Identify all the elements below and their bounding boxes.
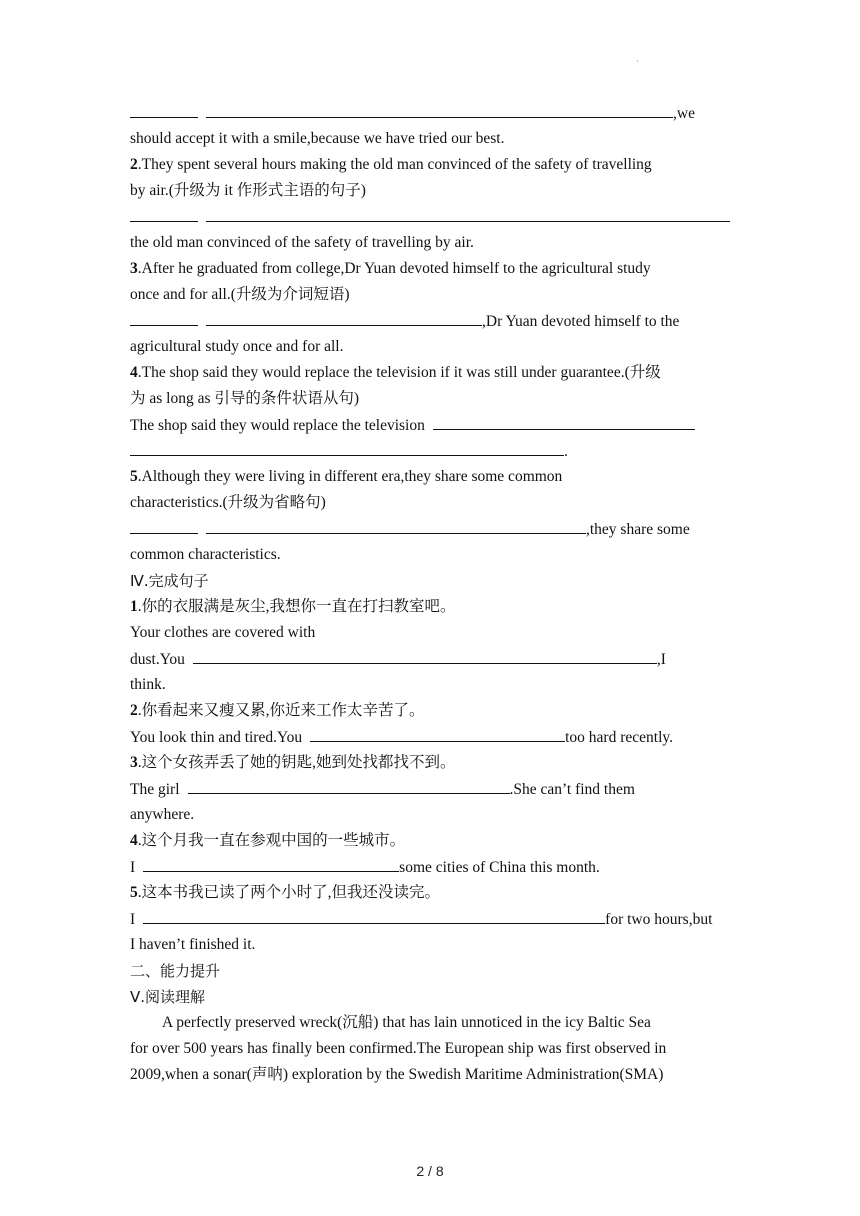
item2-line1	[130, 152, 730, 178]
s4-q5-head: I	[130, 911, 136, 928]
s4-q1-head: dust.You	[130, 651, 185, 668]
reading-line-1: A perfectly preserved wreck(沉船) that has lain unnoticed in the icy Baltic Sea	[162, 1014, 651, 1031]
document-body	[130, 100, 730, 1088]
reading-line-2: for over 500 years has finally been confirmed.The European ship was first observed in	[130, 1040, 667, 1057]
item3-text: .After he graduated from college,Dr Yuan devoted himself to the agricultural study	[137, 260, 651, 277]
s4-q5-tail: for two hours,but	[605, 911, 713, 928]
item3-blank-line	[130, 308, 730, 334]
s4-q4-cn	[130, 828, 730, 854]
s4-q4-number: 4	[130, 832, 138, 849]
answer-blank[interactable]	[310, 724, 565, 742]
s4-q2-cn-text: .你看起来又瘦又累,你近来工作太辛苦了。	[137, 702, 425, 719]
answer-blank[interactable]	[143, 906, 605, 924]
item3-line2: once and for all.(升级为介词短语)	[130, 286, 350, 303]
page-marker: ·	[636, 56, 639, 66]
section4-heading: Ⅳ.完成句子	[130, 572, 209, 590]
item4-line2: 为 as long as 引导的条件状语从句)	[130, 390, 360, 407]
item1-tail: ,we	[673, 105, 695, 122]
item3-number: 3	[130, 260, 138, 277]
reading-heading: Ⅴ.阅读理解	[130, 988, 206, 1006]
item5-line4: common characteristics.	[130, 546, 281, 563]
item5-tail: ,they share some	[586, 521, 690, 538]
s4-q4-en	[130, 854, 730, 880]
s4-q1-cn	[130, 594, 730, 620]
answer-blank[interactable]	[206, 100, 673, 118]
item4-end: .	[564, 443, 568, 460]
item1-line2: should accept it with a smile,because we have tried our best.	[130, 130, 505, 147]
item4-text3: The shop said they would replace the television	[130, 417, 425, 434]
answer-blank[interactable]	[130, 100, 198, 118]
s4-q1-en1: Your clothes are covered with	[130, 624, 316, 641]
s4-q5-en	[130, 906, 730, 932]
s4-q4-head: I	[130, 859, 136, 876]
s4-q3-number: 3	[130, 754, 138, 771]
s4-q2-head: You look thin and tired.You	[130, 729, 303, 746]
item2-text: .They spent several hours making the old man convinced of the safety of travelling	[137, 156, 652, 173]
item3-line1	[130, 256, 730, 282]
item3-line4: agricultural study once and for all.	[130, 338, 344, 355]
item2-line4: the old man convinced of the safety of travelling by air.	[130, 234, 474, 251]
s4-q2-number: 2	[130, 702, 138, 719]
answer-blank[interactable]	[206, 204, 730, 222]
answer-blank[interactable]	[130, 204, 198, 222]
s4-q3-en3: anywhere.	[130, 806, 195, 823]
answer-blank[interactable]	[143, 854, 399, 872]
s4-q1-tail: ,I	[656, 651, 666, 668]
item5-blank-line	[130, 516, 730, 542]
item2-blank-line	[130, 204, 730, 230]
s4-q1-en3: think.	[130, 676, 166, 693]
item4-line3	[130, 412, 730, 438]
item4-line1	[130, 360, 730, 386]
s4-q1-en2	[130, 646, 730, 672]
item1-blank-line	[130, 100, 730, 126]
item5-line1	[130, 464, 730, 490]
item4-line4	[130, 438, 730, 464]
answer-blank[interactable]	[433, 412, 695, 430]
s4-q3-cn-text: .这个女孩弄丢了她的钥匙,她到处找都找不到。	[137, 754, 456, 771]
answer-blank[interactable]	[188, 776, 510, 794]
item2-line2: by air.(升级为 it 作形式主语的句子)	[130, 182, 366, 199]
s4-q4-tail: some cities of China this month.	[399, 859, 600, 876]
page-number: 2 / 8	[416, 1163, 444, 1179]
s4-q1-cn-text: .你的衣服满是灰尘,我想你一直在打扫教室吧。	[137, 598, 456, 615]
s4-q3-en	[130, 776, 730, 802]
answer-blank[interactable]	[206, 308, 482, 326]
answer-blank[interactable]	[130, 438, 564, 456]
s4-q5-cn	[130, 880, 730, 906]
answer-blank[interactable]	[193, 646, 657, 664]
answer-blank[interactable]	[206, 516, 586, 534]
s4-q2-en	[130, 724, 730, 750]
item4-text: .The shop said they would replace the television if it was still under guarantee.(升级	[137, 364, 661, 381]
answer-blank[interactable]	[130, 516, 198, 534]
item4-number: 4	[130, 364, 138, 381]
s4-q3-head: The girl	[130, 781, 180, 798]
s4-q5-cn-text: .这本书我已读了两个小时了,但我还没读完。	[137, 884, 441, 901]
item5-number: 5	[130, 468, 138, 485]
s4-q4-cn-text: .这个月我一直在参观中国的一些城市。	[137, 832, 406, 849]
answer-blank[interactable]	[130, 308, 198, 326]
s4-q2-cn	[130, 698, 730, 724]
s4-q1-number: 1	[130, 598, 138, 615]
s4-q3-cn	[130, 750, 730, 776]
s4-q3-tail: .She can’t find them	[509, 781, 635, 798]
part2-heading: 二、能力提升	[130, 962, 221, 980]
item5-line2: characteristics.(升级为省略句)	[130, 494, 326, 511]
s4-q2-tail: too hard recently.	[565, 729, 674, 746]
item3-tail: ,Dr Yuan devoted himself to the	[482, 313, 680, 330]
item2-number: 2	[130, 156, 138, 173]
item5-text: .Although they were living in different era,they share some common	[137, 468, 563, 485]
reading-line-3: 2009,when a sonar(声呐) exploration by the Swedish Maritime Administration(SMA)	[130, 1066, 664, 1083]
s4-q5-number: 5	[130, 884, 138, 901]
s4-q5-en3: I haven’t finished it.	[130, 936, 256, 953]
